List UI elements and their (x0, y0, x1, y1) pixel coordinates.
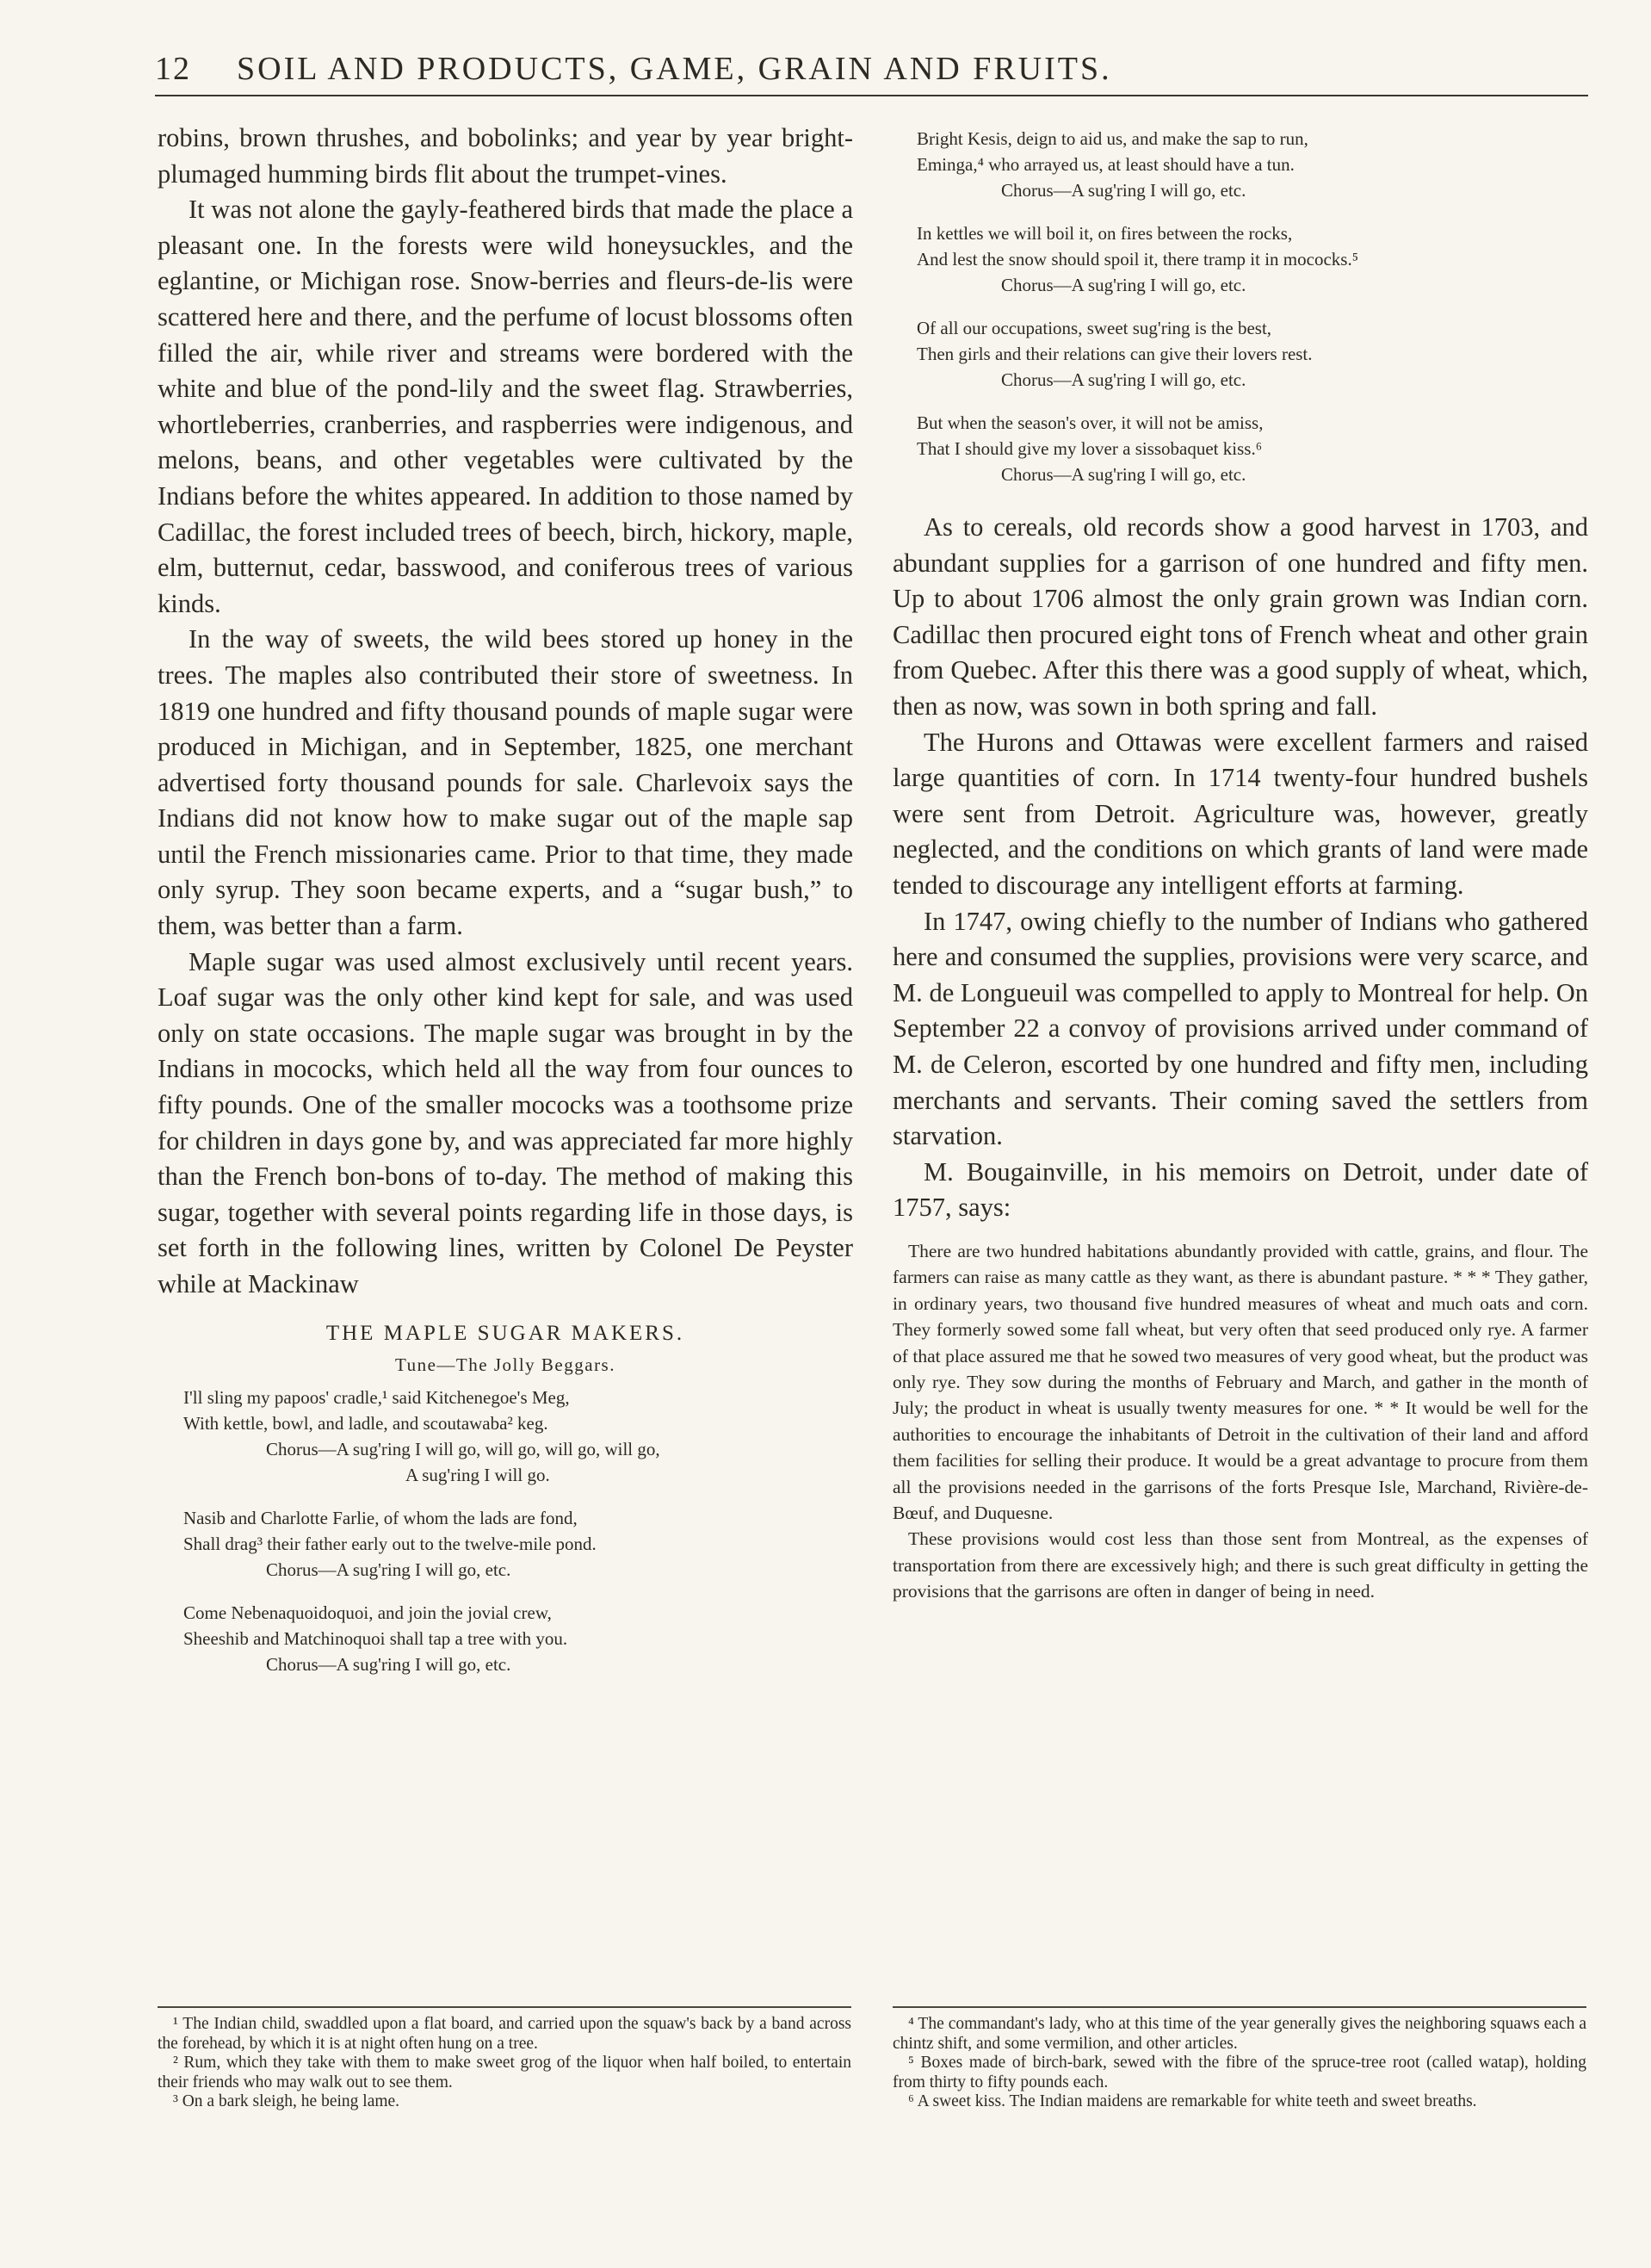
poem-line: That I should give my lover a sissobaquet kiss.⁶ (917, 438, 1263, 459)
chorus-line: A sug'ring I will go. (405, 1464, 550, 1485)
chorus-line: Chorus—A sug'ring I will go, etc. (266, 1558, 511, 1580)
footnote: ⁵ Boxes made of birch-bark, sewed with the fibre of the spruce-tree root (called watap), holding from thirty to fifty pounds each. (893, 2054, 1586, 2091)
stanza (183, 1600, 853, 1677)
footnote: ⁶ A sweet kiss. The Indian maidens are remarkable for white teeth and sweet breaths. (908, 2092, 1477, 2110)
block-quote (893, 1238, 1588, 1605)
stanza (917, 126, 1588, 203)
stanza (917, 220, 1588, 298)
right-column (893, 121, 1588, 1605)
footnote: ⁴ The commandant's lady, who at this time of the year generally gives the neighboring squaws each a chintz shift, and some vermilion, and other articles. (893, 2015, 1586, 2053)
poem-line: In kettles we will boil it, on fires between the rocks, (917, 223, 1293, 244)
quote-paragraph: There are two hundred habitations abundantly provided with cattle, grains, and flour. The farmers can raise as many cattle as they want, as there is abundant pasture. * * * They gather, in ordinary years, two thousand five hundred measures of wheat and much oats and corn. They formerly sowed some fall wheat, but very often that seed produced only rye. A farmer of that place assured me that he sowed two measures of very good wheat, but the product was only rye. They sow during the months of February and March, and gather in the month of July; the product in wheat is usually twenty measures for one. * * It would be well for the authorities to encourage the inhabitants of Detroit in the cultivation of their land and afford them facilities for selling their produce. It would be a great advantage to procure from them all the provisions needed in the garrisons of the forts Presque Isle, Marchand, Rivière-de-Bœuf, and Duquesne. (893, 1240, 1588, 1523)
chorus-line: Chorus—A sug'ring I will go, etc. (1001, 180, 1246, 201)
footnotes-right (893, 2015, 1586, 2112)
stanza (183, 1385, 853, 1488)
footnote-rule (158, 2006, 851, 2008)
poem-line: But when the season's over, it will not be amiss, (917, 412, 1264, 433)
poem-line: Come Nebenaquoidoquoi, and join the jovial crew, (183, 1602, 552, 1623)
poem-line: Then girls and their relations can give their lovers rest. (917, 344, 1313, 364)
poem-line: Shall drag³ their father early out to the twelve-mile pond. (183, 1533, 597, 1554)
paragraph: robins, brown thrushes, and bobolinks; and year by year bright-plumaged humming birds flit about the trumpet-vines. (158, 123, 853, 189)
stanza (183, 1505, 853, 1583)
running-title: SOIL AND PRODUCTS, GAME, GRAIN AND FRUITS. (237, 51, 1112, 87)
poem-line: I'll sling my papoos' cradle,¹ said Kitchenegoe's Meg, (183, 1386, 570, 1408)
poem-line: Of all our occupations, sweet sug'ring is the best, (917, 318, 1272, 338)
footnote: ² Rum, which they take with them to make sweet grog of the liquor when half boiled, to entertain their friends who may walk out to see them. (158, 2054, 851, 2091)
header-rule (155, 95, 1588, 96)
quote-paragraph: These provisions would cost less than those sent from Montreal, as the expenses of transportation from there are excessively high; and there is such great difficulty in getting the provisions that the garrisons are often in danger of being in need. (893, 1528, 1588, 1602)
stanza (917, 315, 1588, 393)
stanza (917, 410, 1588, 487)
chorus-line: Chorus—A sug'ring I will go, will go, will go, will go, (266, 1438, 660, 1459)
poem-line: With kettle, bowl, and ladle, and scoutawaba² keg. (183, 1412, 548, 1434)
paragraph: In 1747, owing chiefly to the number of Indians who gathered here and consumed the supplies, provisions were very scarce, and M. de Longueuil was compelled to apply to Montreal for help. On September 22 a convoy of provisions arrived under command of M. de Celeron, escorted by one hundred and fifty men, including merchants and servants. Their coming saved the settlers from starvation. (893, 906, 1588, 1151)
chorus-line: Chorus—A sug'ring I will go, etc. (1001, 275, 1246, 295)
chorus-line: Chorus—A sug'ring I will go, etc. (1001, 464, 1246, 485)
footnote: ¹ The Indian child, swaddled upon a flat board, and carried upon the squaw's back by a band across the forehead, by which it is at night often hung on a tree. (158, 2015, 851, 2053)
poem-line: And lest the snow should spoil it, there tramp it in mococks.⁵ (917, 249, 1359, 270)
paragraph: It was not alone the gayly-feathered birds that made the place a pleasant one. In the forests were wild honeysuckles, and the eglantine, or Michigan rose. Snow-berries and fleurs-de-lis were scattered here and there, and the perfume of locust blossoms often filled the air, while river and streams were bordered with the white and blue of the pond-lily and the sweet flag. Strawberries, whortleberries, cranberries, and raspberries were indigenous, and melons, beans, and other vegetables were cultivated by the Indians before the whites appeared. In addition to those named by Cadillac, the forest included trees of beech, birch, hickory, maple, elm, butternut, cedar, basswood, and coniferous trees of various kinds. (158, 195, 853, 618)
poem-continued (893, 126, 1588, 487)
page-number: 12 (155, 51, 191, 87)
paragraph: The Hurons and Ottawas were excellent farmers and raised large quantities of corn. In 1714 twenty-four hundred bushels were sent from Detroit. Agriculture was, however, greatly neglected, and the conditions on which grants of land were made tended to discourage any intelligent efforts at farming. (893, 727, 1588, 900)
paragraph: M. Bougainville, in his memoirs on Detroit, under date of 1757, says: (893, 1156, 1588, 1223)
chorus-line: Chorus—A sug'ring I will go, etc. (1001, 369, 1246, 390)
footnote-rule (893, 2006, 1586, 2008)
footnote: ³ On a bark sleigh, he being lame. (173, 2092, 400, 2110)
paragraph: Maple sugar was used almost exclusively until recent years. Loaf sugar was the only other kind kept for sale, and was used only on state occasions. The maple sugar was brought in by the Indians in mococks, which held all the way from four ounces to fifty pounds. One of the smaller mococks was a toothsome prize for children in days gone by, and was appreciated far more highly than the French bon-bons of to-day. The method of making this sugar, together with several points regarding life in those days, is set forth in the following lines, written by Colonel De Peyster while at Mackinaw (158, 946, 853, 1298)
poem-line: Nasib and Charlotte Farlie, of whom the lads are fond, (183, 1507, 578, 1528)
paragraph: In the way of sweets, the wild bees stored up honey in the trees. The maples also contributed their store of sweetness. In 1819 one hundred and fifty thousand pounds of maple sugar were produced in Michigan, and in September, 1825, one merchant advertised forty thousand pounds for sale. Charlevoix says the Indians did not know how to make sugar out of the maple sap until the French missionaries came. Prior to that time, they made only syrup. They soon became experts, and a “sugar bush,” to them, was better than a farm. (158, 624, 853, 941)
poem-title: THE MAPLE SUGAR MAKERS. (325, 1321, 685, 1345)
poem (158, 1322, 853, 1677)
poem-line: Bright Kesis, deign to aid us, and make the sap to run, (917, 128, 1308, 149)
poem-line: Sheeshib and Matchinoquoi shall tap a tree with you. (183, 1627, 568, 1649)
poem-tune: Tune—The Jolly Beggars. (395, 1354, 615, 1375)
paragraph: As to cereals, old records show a good harvest in 1703, and abundant supplies for a garrison of one hundred and fifty men. Up to about 1706 almost the only grain grown was Indian corn. Cadillac then procured eight tons of French wheat and other grain from Quebec. After this there was a good supply of wheat, which, then as now, was sown in both spring and fall. (893, 512, 1588, 721)
footnotes-left (158, 2015, 851, 2112)
chorus-line: Chorus—A sug'ring I will go, etc. (266, 1653, 511, 1675)
left-column (158, 121, 853, 1695)
page-header (155, 41, 1588, 93)
poem-line: Eminga,⁴ who arrayed us, at least should have a tun. (917, 154, 1295, 175)
